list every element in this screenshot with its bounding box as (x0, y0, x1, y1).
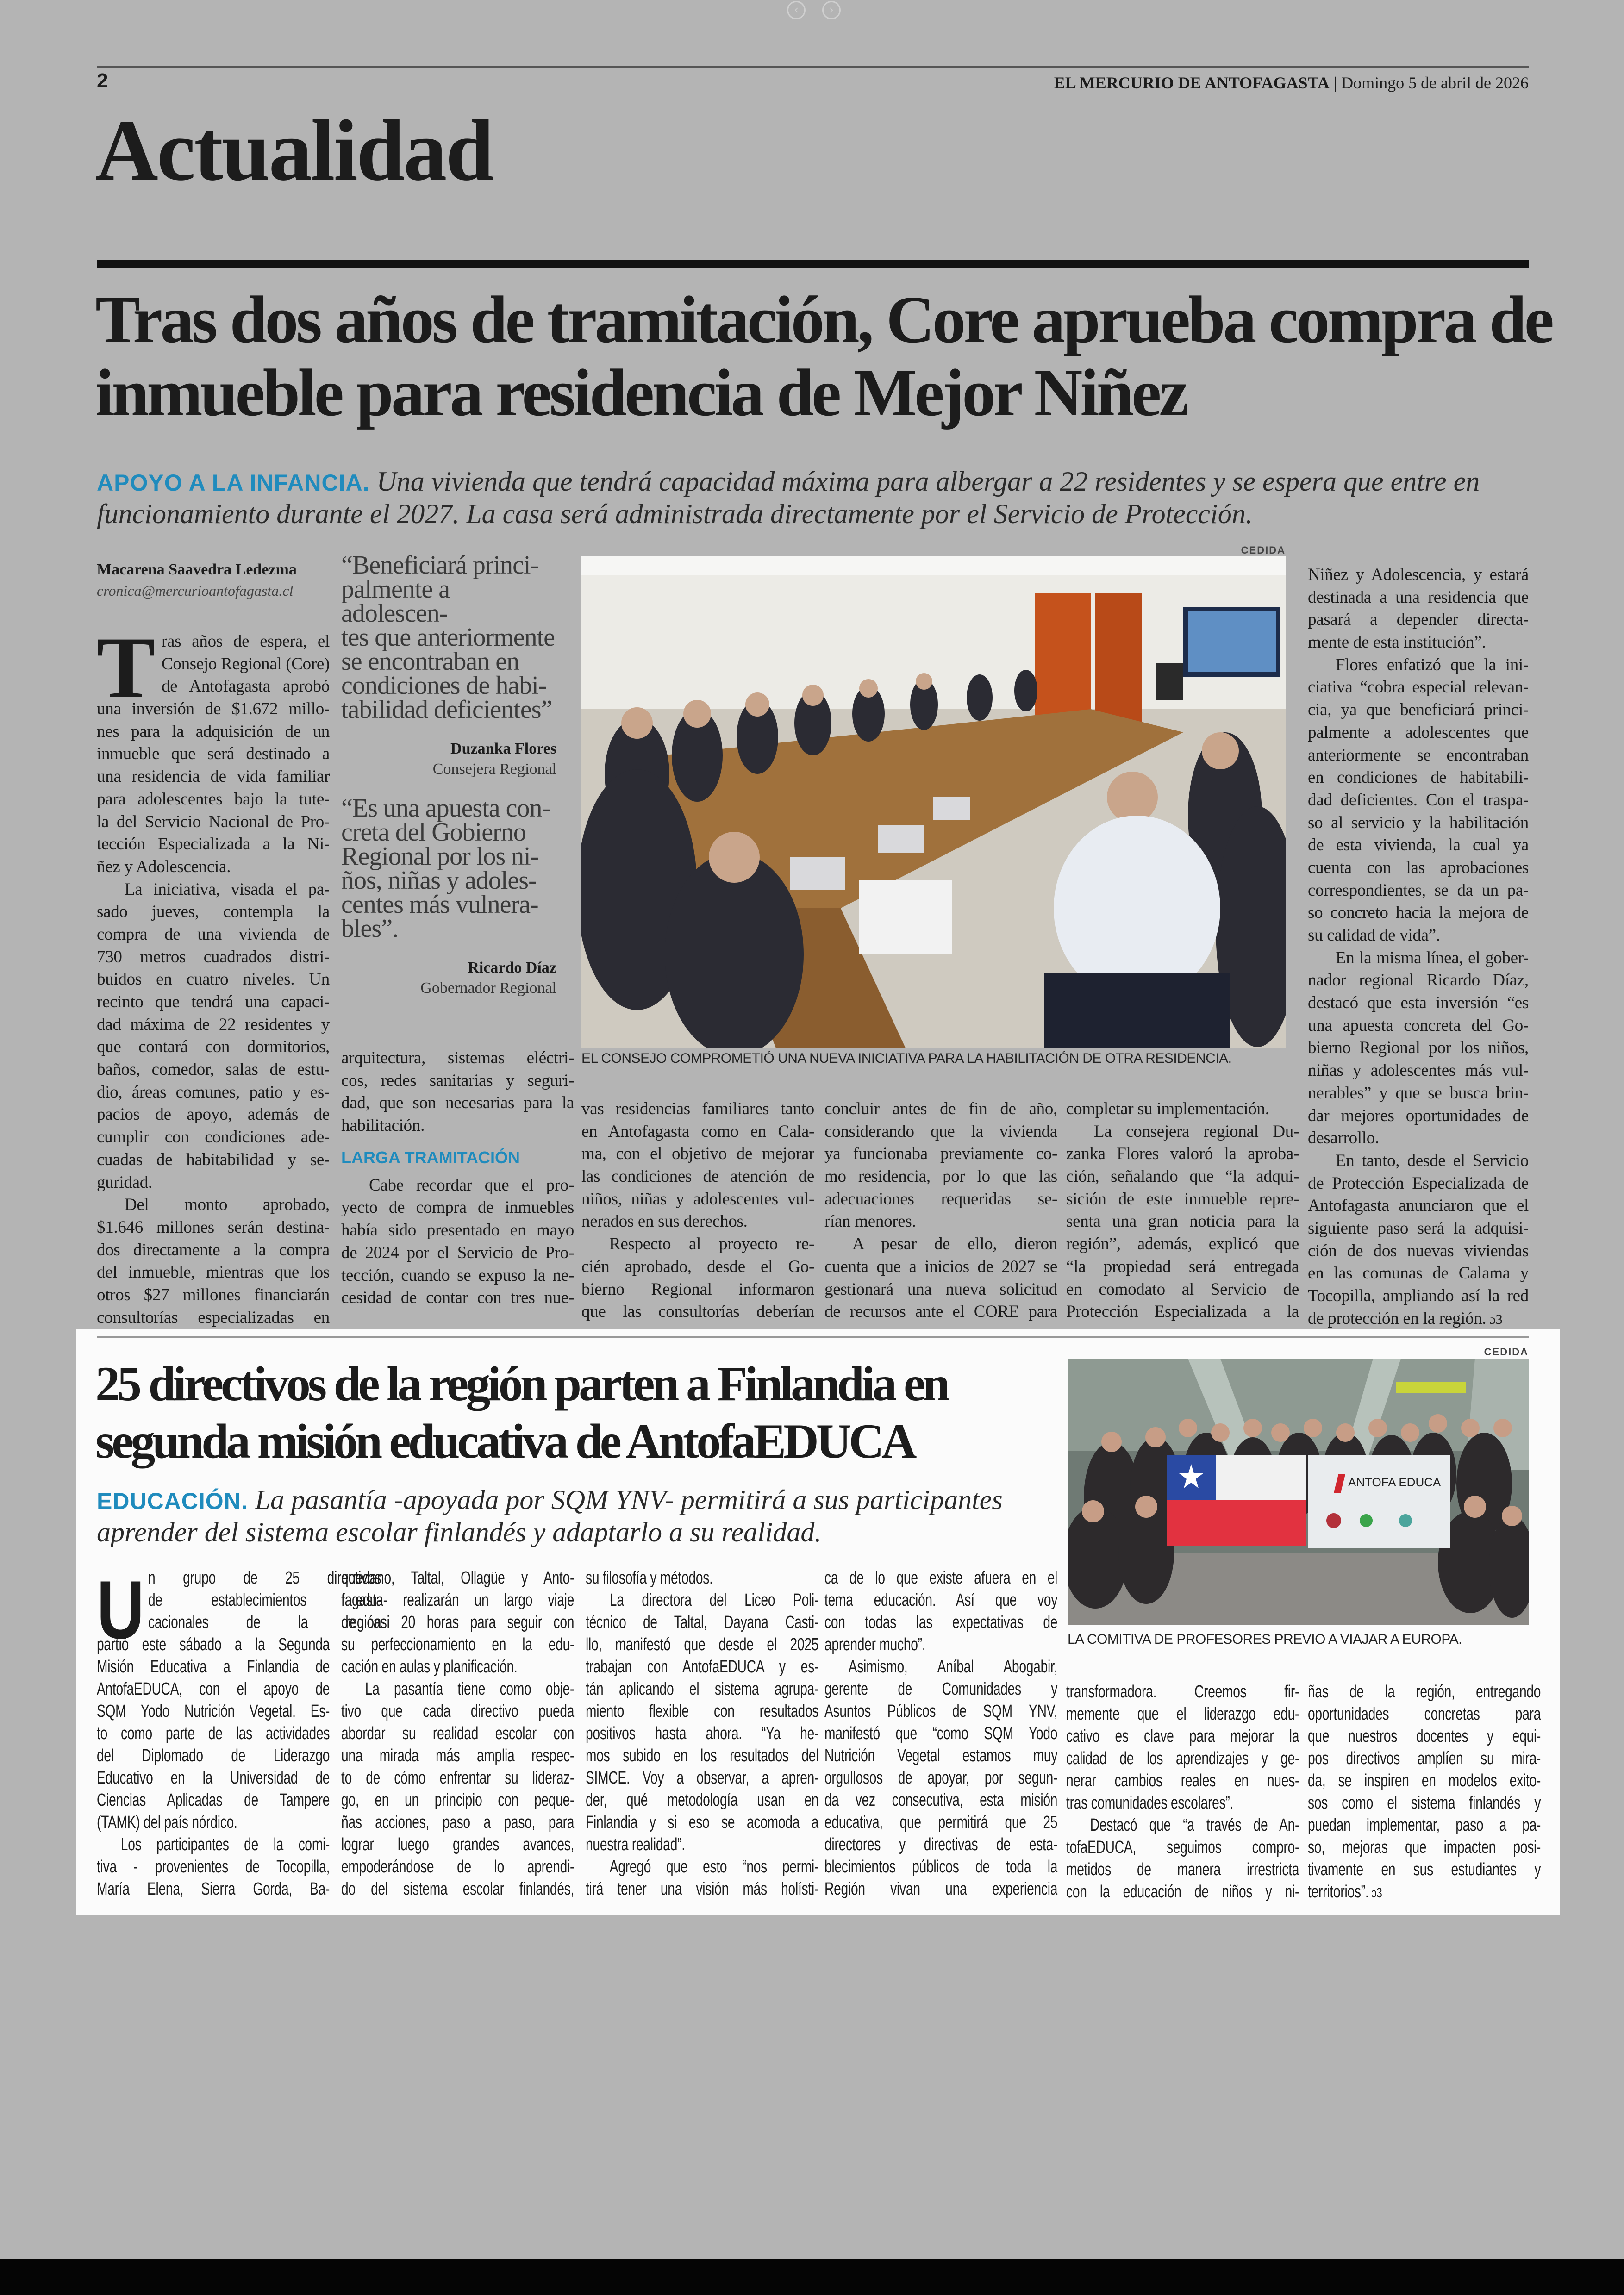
quote-line: tes que anteriormente (341, 623, 555, 652)
text-line: en las comunas de Calama y (1308, 1264, 1529, 1283)
text-line: Niñez y Adolescencia, y estará (1308, 565, 1529, 584)
newspaper-name: EL MERCURIO DE ANTOFAGASTA (1054, 74, 1330, 92)
article1-deck-text: Una vivienda que tendrá capacidad máxima para albergar a 22 residentes y se espera que entre en funcionamiento durante el 2027. La casa será administrada directamente por el Servicio de Protección. (97, 466, 1480, 529)
text-line: técnico de Taltal, Dayana Casti- (586, 1613, 819, 1632)
text-line: dad máxima de 22 residentes y (97, 1015, 330, 1034)
quote-line: condiciones de habi- (341, 671, 547, 700)
text-line: otros $27 millones financiarán (97, 1285, 330, 1304)
quote-line: centes más vulnera- (341, 890, 538, 919)
antofaeduca-banner (1308, 1455, 1450, 1548)
text-line: ñas de la región, entregando (1308, 1682, 1541, 1702)
text-line: destacó que esta inversión “es (1308, 993, 1529, 1013)
text-line: A pesar de ello, dieron (852, 1235, 1057, 1254)
pull-quote-1 (341, 553, 556, 778)
text-line: La pasantía tiene como obje- (365, 1679, 575, 1699)
text-line: adecuaciones requeridas se- (824, 1189, 1057, 1209)
text-line: bierno Regional por los niños, (1308, 1038, 1529, 1058)
text-line: empoderándose de lo aprendi- (341, 1857, 575, 1877)
text-line: n grupo de 25 directivos (148, 1568, 381, 1588)
text-line: que contará con dormitorios, (97, 1037, 330, 1057)
viewer-bottom-bar (0, 2259, 1624, 2295)
text-line: SIMCE. Voy a observar, a apren- (586, 1768, 819, 1788)
text-line: so al servicio y la habilitación (1308, 813, 1529, 832)
chevron-right-icon[interactable]: › (822, 1, 841, 19)
paragraph (1308, 564, 1529, 654)
article2-column-4 (824, 1567, 1057, 1900)
delegation-group-photo[interactable] (1068, 1359, 1529, 1625)
text-line: cación en aulas y planificación. (341, 1657, 518, 1677)
text-line: yecto de compra de inmuebles (341, 1198, 574, 1217)
text-line: vas residencias familiares tanto (581, 1099, 814, 1118)
text-line: bierno Regional informaron (581, 1279, 814, 1299)
article2-column-3 (586, 1567, 818, 1900)
text-line: de protección en la región. ɔ3 (1308, 1308, 1529, 1330)
text-line: desarrollo. (1308, 1129, 1379, 1148)
paragraph (341, 1678, 574, 1900)
text-line: Región vivan una experiencia (824, 1879, 1058, 1899)
article2-column-6 (1308, 1681, 1541, 1903)
text-line: mo residencia, por lo que las (824, 1167, 1057, 1186)
text-line: SQM Yodo Nutrición Vegetal. Es- (97, 1702, 330, 1721)
text-line: ca de lo que existe afuera en el (824, 1568, 1058, 1588)
text-line: recinto que tendrá una capaci- (97, 992, 330, 1011)
text-line: Ciencias Aplicadas de Tampere (97, 1790, 330, 1810)
text-line: compra de una vivienda de (97, 924, 330, 944)
text-line: Asimismo, Aníbal Abogabir, (848, 1657, 1058, 1677)
quote-text (341, 796, 556, 941)
text-line: correspondientes, se da un pa- (1308, 880, 1529, 900)
text-line: blecimientos públicos de toda la (824, 1857, 1058, 1877)
text-line: cesidad de contar con tres nue- (341, 1288, 574, 1308)
paragraph (824, 1098, 1057, 1233)
quote-line: ños, niñas y adoles- (341, 866, 537, 895)
author-email[interactable]: cronica@mercurioantofagasta.cl (97, 582, 294, 599)
text-line: tras comunidades escolares”. (1066, 1793, 1234, 1813)
text-line: que nuestros docentes y equi- (1308, 1727, 1541, 1746)
text-line: cativo es clave para mejorar la (1066, 1727, 1299, 1746)
paragraph (97, 1194, 330, 1329)
text-line: las condiciones de atención de (581, 1167, 814, 1186)
text-line: $1.646 millones serán destina- (97, 1217, 330, 1237)
text-line: una mirada más amplia respec- (341, 1746, 575, 1765)
text-line: de casi 20 horas para seguir con (341, 1613, 575, 1632)
text-line: trabajan con AntofaEDUCA y es- (586, 1657, 819, 1677)
text-line: de esta vivienda, la cual ya (1308, 836, 1529, 855)
text-line: habilitación. (341, 1116, 425, 1135)
text-line: cién aprobado, desde el Go- (581, 1257, 814, 1276)
banner-logo: ANTOFA EDUCA (1348, 1475, 1441, 1489)
text-line: territorios”. ɔ3 (1308, 1881, 1541, 1903)
article1-column-3 (581, 1098, 814, 1323)
text-line: región”, además, explicó que (1066, 1235, 1299, 1254)
text-line: so, mejoras que impacten posi- (1308, 1838, 1541, 1857)
text-line: ras años de espera, el (162, 632, 330, 651)
text-line: su filosofía y métodos. (586, 1568, 713, 1588)
text-line: del Diplomado de Liderazgo (97, 1746, 330, 1765)
text-line: una apuesta concreta del Go- (1308, 1016, 1529, 1035)
article2-column-5 (1066, 1681, 1299, 1903)
text-line: siguiente paso será la adquisi- (1308, 1218, 1529, 1238)
text-line: metidos de manera irrestricta (1066, 1860, 1299, 1879)
paragraph (97, 619, 330, 879)
text-line: memente que el liderazgo edu- (1066, 1704, 1299, 1724)
text-line: ya funcionaba previamente co- (824, 1144, 1057, 1164)
paragraph (586, 1567, 818, 1589)
text-line: cos, redes sanitarias y seguri- (341, 1071, 574, 1090)
text-line: calidad de los aprendizajes y ge- (1066, 1749, 1299, 1768)
text-line: consultorías especializadas en (97, 1308, 330, 1327)
photo-caption: EL CONSEJO COMPROMETIÓ UNA NUEVA INICIATIVA PARA LA HABILITACIÓN DE OTRA RESIDENCIA. (581, 1051, 1232, 1066)
article1-byline (97, 561, 330, 599)
text-line: Consejo Regional (Core) (162, 654, 330, 674)
text-line: su perfeccionamiento en la edu- (341, 1635, 575, 1654)
paragraph (1066, 1121, 1299, 1323)
text-line: da vez consecutiva, esta misión (824, 1790, 1058, 1810)
text-line: tán aplicando el sistema agrupa- (586, 1679, 819, 1699)
quote-line: Regional por los ni- (341, 842, 539, 871)
text-line: nerar cambios reales en nues- (1066, 1771, 1299, 1790)
text-line: concluir antes de fin de año, (824, 1099, 1057, 1118)
text-line: cumplir con condiciones ade- (97, 1128, 330, 1147)
text-line: En la misma línea, el gober- (1336, 948, 1529, 967)
text-line: palmente a adolescentes que (1308, 723, 1529, 742)
text-line: La directora del Liceo Poli- (609, 1590, 819, 1610)
article1-column-5 (1066, 1098, 1299, 1323)
text-line: tema educación. Así que voy (824, 1590, 1058, 1610)
photo-credit: CEDIDA (1241, 544, 1286, 556)
paragraph (1066, 1681, 1299, 1814)
issue-date: | Domingo 5 de abril de 2026 (1333, 74, 1529, 92)
text-line: sición de este inmueble repre- (1066, 1189, 1299, 1209)
text-line: llo, manifestó que desde el 2025 (586, 1635, 819, 1654)
paragraph (1308, 947, 1529, 1150)
text-line: mos subido en los resultados del (586, 1746, 819, 1765)
article1-column-1 (97, 619, 330, 1329)
paragraph (586, 1589, 818, 1856)
quote-line: tabilidad deficientes” (341, 695, 552, 724)
text-line: oportunidades concretas para (1308, 1704, 1541, 1724)
paragraph (341, 1047, 574, 1137)
text-line: sado jueves, contempla la (97, 902, 330, 922)
text-line: en condiciones de habitabili- (1308, 768, 1529, 787)
text-line: gerente de Comunidades y (824, 1679, 1058, 1699)
text-line: guridad. (97, 1172, 152, 1192)
text-line: ma, con el objetivo de mejorar (581, 1144, 814, 1164)
drop-cap: T (97, 619, 156, 717)
text-line: to como parte de las actividades (97, 1724, 330, 1743)
text-line: ción de dos nuevas viviendas (1308, 1241, 1529, 1260)
text-line: fagasta- realizarán un largo viaje (341, 1590, 575, 1610)
text-line: de Protección Especializada de (1308, 1173, 1529, 1193)
text-line: arquitectura, sistemas eléctri- (341, 1048, 574, 1067)
text-line: nador regional Ricardo Díaz, (1308, 971, 1529, 990)
text-line: tección Especializada a la Ni- (97, 835, 330, 854)
article1-headline: Tras dos años de tramitación, Core aprueba compra de inmueble para residencia de Mejor Niñez (95, 283, 1552, 430)
article1-deck (97, 465, 1529, 530)
drop-cap: U (97, 1564, 144, 1656)
text-line: tivamente en sus estudiantes y (1308, 1860, 1541, 1879)
text-line: destinada a una residencia que (1308, 587, 1529, 607)
text-line: manifestó que “como SQM Yodo (824, 1724, 1058, 1743)
text-line: directores y directivas de esta- (824, 1835, 1058, 1854)
quote-line: “Beneficiará princi- (341, 551, 539, 580)
paragraph (97, 1564, 381, 1834)
text-line: una residencia de vida familiar (97, 767, 330, 786)
quote-line: “Es una apuesta con- (341, 794, 550, 823)
text-line: completar su implementación. (1066, 1099, 1269, 1118)
text-line: de Antofagasta aprobó (162, 677, 330, 696)
masthead (1054, 73, 1529, 93)
author-name: Macarena Saavedra Ledezma (97, 561, 297, 578)
text-line: de 2024 por el Servicio de Pro- (341, 1243, 574, 1262)
text-line: Destacó que “a través de An- (1090, 1815, 1299, 1835)
council-meeting-photo[interactable] (581, 556, 1286, 1048)
text-line: para adolescentes bajo la tute- (97, 789, 330, 809)
text-line: (TAMK) del país nórdico. (97, 1813, 237, 1832)
text-line: cacionales de la región (148, 1613, 381, 1632)
header-rule (97, 66, 1529, 68)
text-line: niñas y adolescentes más vul- (1308, 1061, 1529, 1080)
text-line: cia, ya que beneficiará princi- (1308, 700, 1529, 720)
section-title: Actualidad (95, 102, 493, 199)
paragraph (824, 1656, 1057, 1900)
paragraph (824, 1233, 1057, 1323)
text-line: sos como el sistema finlandés y (1308, 1793, 1541, 1813)
quote-role: Gobernador Regional (420, 979, 556, 997)
paragraph (341, 1174, 574, 1310)
page-number: 2 (97, 69, 108, 92)
text-line: inmueble que será destinado a (97, 744, 330, 764)
text-line: puedan implementar, paso a pa- (1308, 1815, 1541, 1835)
text-line: pos directivos amplíen su mira- (1308, 1749, 1541, 1768)
text-line: Misión Educativa a Finlandia de (97, 1657, 330, 1677)
text-line: Respecto al proyecto re- (609, 1235, 814, 1254)
text-line: partió este sábado a la Segunda (97, 1635, 330, 1654)
subhead: LARGA TRAMITACIÓN (341, 1148, 520, 1167)
text-line: cuenta que a inicios de 2027 se (824, 1257, 1057, 1276)
article2-headline: 25 directivos de la región parten a Finlandia en segunda misión educativa de AntofaEDUCA (95, 1357, 947, 1468)
paragraph (581, 1233, 814, 1323)
article2-deck-text: La pasantía -apoyada por SQM YNV- permitirá a sus participantes aprender del sistema escolar finlandés y adaptarlo a su realidad. (97, 1484, 1003, 1547)
quote-line: se encontraban en (341, 647, 519, 676)
text-line: nes para la adquisición de un (97, 722, 330, 741)
paragraph (1308, 1681, 1541, 1903)
quote-line: palmente a adolescen- (341, 575, 450, 628)
text-line: go, en un principio con peque- (341, 1790, 575, 1810)
paragraph (1308, 654, 1529, 947)
article2-column-2 (341, 1567, 574, 1900)
text-line: miento flexible con resultados (586, 1702, 819, 1721)
text-line: tirá tener una visión más holísti- (586, 1879, 819, 1899)
text-line: nuestra realidad”. (586, 1835, 685, 1854)
paragraph (97, 1834, 330, 1900)
photo-caption: LA COMITIVA DE PROFESORES PREVIO A VIAJAR A EUROPA. (1068, 1632, 1462, 1647)
text-line: Protección Especializada a la (1066, 1302, 1299, 1322)
article2-column-1 (97, 1564, 381, 1900)
text-line: de recursos ante el CORE para (824, 1302, 1057, 1322)
text-line: Finlandia y si eso se acomoda a (586, 1813, 819, 1832)
text-line: con todas las expectativas de (824, 1613, 1058, 1632)
text-line: positivos hasta ahora. “Ya he- (586, 1724, 819, 1743)
text-line: ción, señalando que “la adqui- (1066, 1167, 1299, 1186)
paragraph (341, 1567, 574, 1678)
article1-kicker: APOYO A LA INFANCIA. (97, 470, 370, 496)
chevron-left-icon[interactable]: ‹ (787, 1, 806, 19)
text-line: da, se inspiren en modelos exito- (1308, 1771, 1541, 1790)
text-line: to de cómo enfrentar su lideraz- (341, 1768, 575, 1788)
text-line: nerados en sus derechos. (581, 1212, 748, 1231)
text-line: La iniciativa, visada el pa- (125, 879, 330, 899)
text-line: considerando que la vivienda (824, 1122, 1057, 1141)
text-line: Flores enfatizó que la ini- (1336, 655, 1529, 674)
text-line: “la propiedad será entregada (1066, 1257, 1299, 1276)
text-line: ñas acciones, paso a paso, para (341, 1813, 575, 1832)
text-line: Del monto aprobado, (125, 1195, 330, 1215)
article1-column-6 (1308, 564, 1529, 1330)
article2-rule (97, 1336, 1529, 1338)
quote-line: creta del Gobierno (341, 818, 526, 847)
quote-line: bles”. (341, 914, 399, 943)
text-line: Asuntos Públicos de SQM YNV, (824, 1702, 1058, 1721)
text-line: En tanto, desde el Servicio (1336, 1151, 1529, 1170)
text-line: Cabe recordar que el pro- (369, 1175, 574, 1195)
pull-quote-2 (341, 796, 556, 997)
text-line: senta una gran noticia para la (1066, 1212, 1299, 1231)
paragraph (586, 1856, 818, 1900)
text-line: pacios de apoyo, además de (97, 1105, 330, 1124)
text-line: do del sistema escolar finlandés, (341, 1879, 575, 1899)
paragraph (1066, 1814, 1299, 1903)
text-line: Agregó que esto “nos permi- (609, 1857, 819, 1877)
quote-role: Consejera Regional (432, 761, 556, 778)
paragraph (97, 879, 330, 1194)
text-line: aprender mucho”. (824, 1635, 926, 1654)
text-line: lograr luego grandes avances, (341, 1835, 575, 1854)
section-rule (97, 260, 1529, 268)
text-line: mente de esta institución”. (1308, 633, 1486, 652)
text-line: La consejera regional Du- (1094, 1122, 1299, 1141)
text-line: dad, que son necesarias para la (341, 1093, 574, 1113)
text-line: Nutrición Vegetal estamos muy (824, 1746, 1058, 1765)
text-line: der, qué metodología usan en (586, 1790, 819, 1810)
text-line: niños, niñas y adolescentes vul- (581, 1189, 814, 1209)
photo-credit: CEDIDA (1484, 1346, 1529, 1358)
text-line: AntofaEDUCA, con el apoyo de (97, 1679, 330, 1699)
text-line: educativa, que permitirá que 25 (824, 1813, 1058, 1832)
article1-column-4 (824, 1098, 1057, 1323)
text-line: tivo que cada directivo pueda (341, 1702, 575, 1721)
text-line: anteriormente se encontraban (1308, 745, 1529, 765)
text-line: orgullosos de apoyar, por segun- (824, 1768, 1058, 1788)
text-line: nerables” y que se busca brin- (1308, 1083, 1529, 1103)
text-line: baños, comedor, salas de estu- (97, 1060, 330, 1079)
text-line: tofaEDUCA, seguimos compro- (1066, 1838, 1299, 1857)
quote-name: Duzanka Flores (450, 740, 556, 757)
text-line: tección, cuando se expuso la ne- (341, 1266, 574, 1285)
quote-text (341, 553, 556, 722)
text-line: tiva - provenientes de Tocopilla, (97, 1857, 330, 1877)
text-line: dio, áreas comunes, patio y es- (97, 1082, 330, 1102)
paragraph (1308, 1150, 1529, 1330)
text-line: cuenta con las aprobaciones (1308, 858, 1529, 877)
text-line: Educativo en la Universidad de (97, 1768, 330, 1788)
text-line: había sido presentado en mayo (341, 1221, 574, 1240)
text-line: pasará a depender directa- (1308, 610, 1529, 630)
text-line: Antofagasta anunciaron que el (1308, 1196, 1529, 1216)
text-line: abordar su realidad escolar con (341, 1724, 575, 1743)
article2-kicker: EDUCACIÓN. (97, 1488, 248, 1514)
text-line: su calidad de vida”. (1308, 926, 1440, 945)
text-line: Los participantes de la comi- (120, 1835, 330, 1854)
text-line: gestionará una nueva solicitud (824, 1279, 1057, 1299)
article2-deck (97, 1484, 1050, 1548)
chilean-flag (1167, 1455, 1306, 1546)
text-line: quedano, Taltal, Ollagüe y Anto- (341, 1568, 575, 1588)
text-line: con la educación de niños y ni- (1066, 1882, 1299, 1902)
text-line: en comodato al Servicio de (1066, 1279, 1299, 1299)
text-line: ciativa “cobra especial relevan- (1308, 678, 1529, 697)
text-line: 730 metros cuadrados distri- (97, 947, 330, 967)
text-line: rían menores. (824, 1212, 916, 1231)
text-line: en Antofagasta como en Cala- (581, 1122, 814, 1141)
article1-column-2 (341, 1047, 574, 1310)
text-line: cuadas de habitabilidad y se- (97, 1150, 330, 1169)
text-line: Tocopilla, ampliando así la red (1308, 1286, 1529, 1305)
text-line: una inversión de $1.672 millo- (97, 699, 330, 719)
text-line: so concreto hacia la mejora de (1308, 903, 1529, 923)
text-line: transformadora. Creemos fir- (1066, 1682, 1299, 1702)
text-line: zanka Flores valoró la aproba- (1066, 1144, 1299, 1164)
text-line: del inmueble, mientras que los (97, 1263, 330, 1282)
text-line: la del Servicio Nacional de Pro- (97, 812, 330, 831)
paragraph (824, 1567, 1057, 1656)
quote-name: Ricardo Díaz (468, 959, 556, 976)
text-line: dad deficientes. Con el traspa- (1308, 790, 1529, 810)
text-line: dos directamente a la compra (97, 1240, 330, 1260)
paragraph (581, 1098, 814, 1233)
text-line: ñez y Adolescencia. (97, 857, 231, 876)
paragraph (1066, 1098, 1299, 1121)
text-line: dar mejores oportunidades de (1308, 1106, 1529, 1125)
text-line: que las consultorías deberían (581, 1302, 814, 1322)
text-line: buidos en cuatro niveles. Un (97, 970, 330, 989)
text-line: de establecimientos edu- (148, 1590, 381, 1610)
text-line: María Elena, Sierra Gorda, Ba- (97, 1879, 330, 1899)
